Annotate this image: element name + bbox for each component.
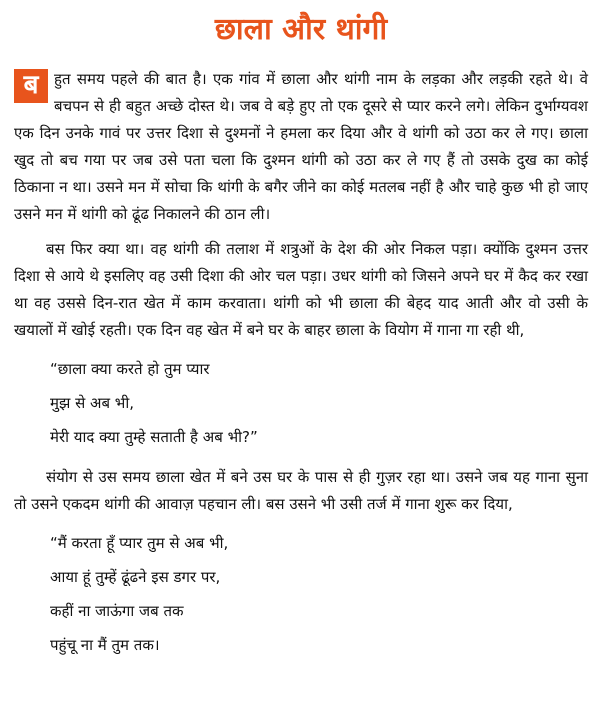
verse-line: कहीं ना जाऊंगा जब तक <box>50 602 184 620</box>
verse-line: मेरी याद क्या तुम्हे सताती है अब भी?” <box>50 428 258 446</box>
verse-line: “छाला क्या करते हो तुम प्यार <box>50 360 210 378</box>
verse-line: आया हूं तुम्हें ढूंढने इस डगर पर, <box>50 568 221 586</box>
verse-line: मुझ से अब भी, <box>50 394 134 412</box>
drop-cap-letter: ब <box>14 69 48 103</box>
verse-line: “मैं करता हूँ प्यार तुम से अब भी, <box>50 534 229 552</box>
paragraph-3: संयोग से उस समय छाला खेत में बने उस घर के पास से ही गुज़र रहा था। उसने जब यह गाना सुना तो उसने एकदम थांगी की आवाज़ पहचान ली। बस उसने भी उसी तर्ज में गाना शुरू कर दिया, <box>14 468 588 513</box>
paragraph-2: बस फिर क्या था। वह थांगी की तलाश में शत्रुओं के देश की ओर निकल पड़ा। क्योंकि दुश्मन उत्तर दिशा से आये थे इसलिए वह उसी दिशा की ओर चल पड़ा। उधर थांगी को जिसने अपने घर में कैद कर रखा था वह उससे दिन-रात खेत में काम करवाता। थांगी को भी छाला की बेहद याद आती और वो उसी के खयालों में खोई रहती। एक दिन वह खेत में बने घर के बाहर छाला के वियोग में गाना गा रही थी, <box>14 240 588 339</box>
song-verse-2 <box>50 526 588 662</box>
story-title: छाला और थांगी <box>214 12 388 47</box>
verse-line: पहुंचू ना मैं तुम तक। <box>50 636 160 654</box>
paragraph-1-text: हुत समय पहले की बात है। एक गांव में छाला और थांगी नाम के लड़का और लड़की रहते थे। वे बचपन से ही बहुत अच्छे दोस्त थे। जब वे बड़े हुए तो एक दूसरे से प्यार करने लगे। लेकिन दुर्भाग्यवश एक दिन उनके गावं पर उत्तर दिशा से दुश्मनों ने हमला कर दिया और वे थांगी को उठा कर ले गए। छाला खुद तो बच गया पर जब उसे पता चला कि दुश्मन थांगी को उठा कर ले गए हैं तो उसके दुख का कोई ठिकाना न था। उसने मन में सोचा कि थांगी के बगैर जीने का कोई मतलब नहीं है और चाहे कुछ भी हो जाए उसने मन में थांगी को ढूंढ निकालने की ठान ली। <box>14 70 588 223</box>
song-verse-1 <box>50 352 588 454</box>
paragraph-1 <box>14 66 588 228</box>
